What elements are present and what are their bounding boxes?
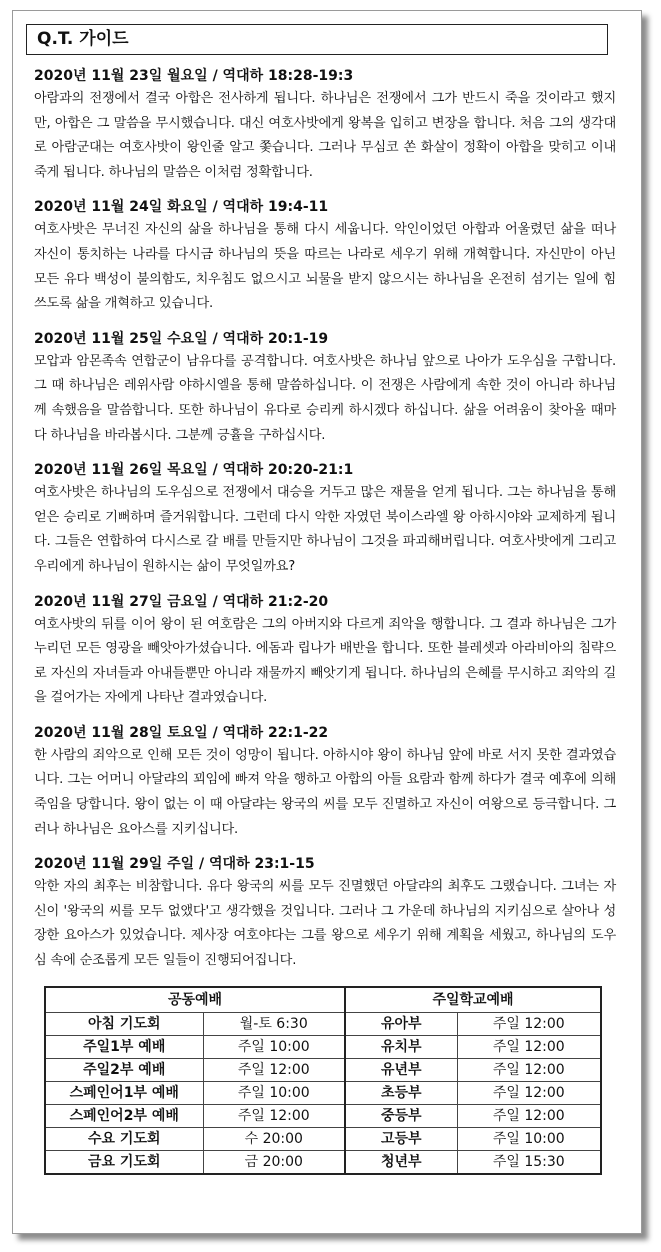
entry-title: 2020년 11월 24일 화요일 / 역대하 19:4-11	[34, 199, 329, 216]
entry-body: 아람과의 전쟁에서 결국 아합은 전사하게 됩니다. 하나님은 전쟁에서 그가 반드시 죽을 것이라고 했지만, 아합은 그 말씀을 무시했습니다. 대신 여호사밧에게 왕복을 입히고 변장을 합니다. 처음 그의 생각대로 아람군대는 여호사밧이 왕인줄 알고 쫓습니다. 그러나 무심코 쏜 화살이 정확이 아합을 맞히고 이내 죽게 됩니다. 하나님의 말씀은 이처럼 정확합니다.	[34, 91, 616, 180]
entry-body: 한 사람의 죄악으로 인해 모든 것이 엉망이 됩니다. 아하시야 왕이 하나님 앞에 바로 서지 못한 결과였습니다. 그는 어머니 아달랴의 꾀임에 빠져 악을 행하고 아합의 아들 요람과 함께 하다가 결국 예후에 의해 죽임을 당합니다. 왕이 없는 이 때 아달랴는 왕국의 씨를 모두 진멸하고 자신이 여왕으로 등극합니다. 그러나 하나님은 요아스를 지키십니다.	[34, 747, 616, 837]
entry-title: 2020년 11월 29일 주일 / 역대하 23:1-15	[34, 856, 315, 873]
service-time: 주일 10:00	[203, 1082, 345, 1105]
service-name: 수요 기도회	[45, 1128, 203, 1151]
service-time: 주일 10:00	[203, 1036, 345, 1059]
table-row	[45, 1036, 601, 1059]
service-name: 스페인어2부 예배	[45, 1105, 203, 1128]
qt-entry	[34, 854, 616, 973]
service-time: 주일 12:00	[203, 1059, 345, 1082]
service-name: 아침 기도회	[45, 1013, 203, 1036]
qt-entries	[34, 66, 616, 986]
table-row	[45, 1082, 601, 1105]
schedule-header-row	[45, 987, 601, 1013]
entry-body: 여호사밧은 하나님의 도우심으로 전쟁에서 대승을 거두고 많은 재물을 얻게 됩니다. 그는 하나님을 통해 얻은 승리로 기뻐하며 즐거워합니다. 그런데 다시 악한 자였던 북이스라엘 왕 아하시야와 교제하게 됩니다. 그들은 연합하여 다시스로 갈 배를 만들지만 하나님이 그것을 파괴해버립니다. 여호사밧에게 그리고 우리에게 하나님이 원하시는 삶이 무엇일까요?	[34, 485, 616, 574]
qt-entry	[34, 723, 616, 842]
entry-title: 2020년 11월 25일 수요일 / 역대하 20:1-19	[34, 330, 329, 347]
department-name: 유년부	[345, 1059, 457, 1082]
department-name: 유치부	[345, 1036, 457, 1059]
department-time: 주일 10:00	[457, 1128, 601, 1151]
entry-title: 2020년 11월 26일 목요일 / 역대하 20:20-21:1	[34, 462, 354, 479]
department-time: 주일 15:30	[457, 1151, 601, 1175]
service-name: 주일1부 예배	[45, 1036, 203, 1059]
service-name: 스페인어1부 예배	[45, 1082, 203, 1105]
department-time: 주일 12:00	[457, 1013, 601, 1036]
department-time: 주일 12:00	[457, 1105, 601, 1128]
page-title: Q.T. 가이드	[26, 24, 608, 55]
department-name: 초등부	[345, 1082, 457, 1105]
schedule-header-sunday-school: 주일학교예배	[345, 987, 601, 1013]
service-time: 수 20:00	[203, 1128, 345, 1151]
entry-title: 2020년 11월 27일 금요일 / 역대하 21:2-20	[34, 593, 329, 610]
department-time: 주일 12:00	[457, 1059, 601, 1082]
table-row	[45, 1059, 601, 1082]
entry-body: 여호사밧의 뒤를 이어 왕이 된 여호람은 그의 아버지와 다르게 죄악을 행합니다. 그 결과 하나님은 그가 누리던 모든 영광을 빼앗아가셨습니다. 에돔과 립나가 배반을 합니다. 또한 블레셋과 아라비아의 침략으로 자신의 자녀들과 아내들뿐만 아니라 재물까지 빼앗기게 됩니다. 하나님의 은혜를 무시하고 죄악의 길을 걸어가는 자에게 나타난 결과였습니다.	[34, 616, 616, 706]
department-time: 주일 12:00	[457, 1082, 601, 1105]
service-time: 금 20:00	[203, 1151, 345, 1175]
table-row	[45, 1128, 601, 1151]
qt-entry	[34, 329, 616, 448]
entry-body: 여호사밧은 무너진 자신의 삶을 하나님을 통해 다시 세웁니다. 악인이었던 아합과 어울렸던 삶을 떠나 자신이 통치하는 나라를 다시금 하나님의 뜻을 따르는 나라로 세우기 위해 개혁합니다. 자신만이 아닌 모든 유다 백성이 불의함도, 치우침도 없으시고 뇌물을 받지 않으시는 하나님을 온전히 섬기는 일에 힘쓰도록 삶을 개혁하고 있습니다.	[34, 222, 616, 312]
table-row	[45, 1013, 601, 1036]
qt-entry	[34, 66, 616, 185]
department-name: 청년부	[345, 1151, 457, 1175]
qt-entry	[34, 197, 616, 316]
service-time: 주일 12:00	[203, 1105, 345, 1128]
entry-body: 악한 자의 최후는 비참합니다. 유다 왕국의 씨를 모두 진멸했던 아달랴의 최후도 그랬습니다. 그녀는 자신이 '왕국의 씨를 모두 없앴다'고 생각했을 것입니다. 그러나 그 가운데 하나님의 지키심으로 살아나 성장한 요아스가 있었습니다. 제사장 여호야다는 그를 왕으로 세우기 위해 계획을 세웠고, 하나님의 도우심 속에 순조롭게 모든 일들이 진행되어집니다.	[34, 879, 616, 969]
service-name: 주일2부 예배	[45, 1059, 203, 1082]
service-time: 월-토 6:30	[203, 1013, 345, 1036]
entry-body: 모압과 암몬족속 연합군이 남유다를 공격합니다. 여호사밧은 하나님 앞으로 나아가 도우심을 구합니다. 그 때 하나님은 레위사람 야하시엘을 통해 말씀하십니다. 이 전쟁은 사람에게 속한 것이 아니라 하나님께 속했음을 말씀합니다. 또한 하나님이 유다로 승리케 하시겠다 하십니다. 삶을 어려움이 찾아올 때마다 하나님을 바라봅시다. 그분께 긍휼을 구하십시다.	[34, 353, 616, 443]
table-row	[45, 1105, 601, 1128]
department-time: 주일 12:00	[457, 1036, 601, 1059]
department-name: 유아부	[345, 1013, 457, 1036]
schedule-header-common: 공동예배	[45, 987, 345, 1013]
department-name: 중등부	[345, 1105, 457, 1128]
qt-entry	[34, 592, 616, 711]
service-name: 금요 기도회	[45, 1151, 203, 1175]
table-row	[45, 1151, 601, 1175]
qt-entry	[34, 460, 616, 579]
entry-title: 2020년 11월 23일 월요일 / 역대하 18:28-19:3	[34, 68, 354, 84]
department-name: 고등부	[345, 1128, 457, 1151]
worship-schedule-table	[44, 986, 602, 1175]
entry-title: 2020년 11월 28일 토요일 / 역대하 22:1-22	[34, 724, 329, 741]
